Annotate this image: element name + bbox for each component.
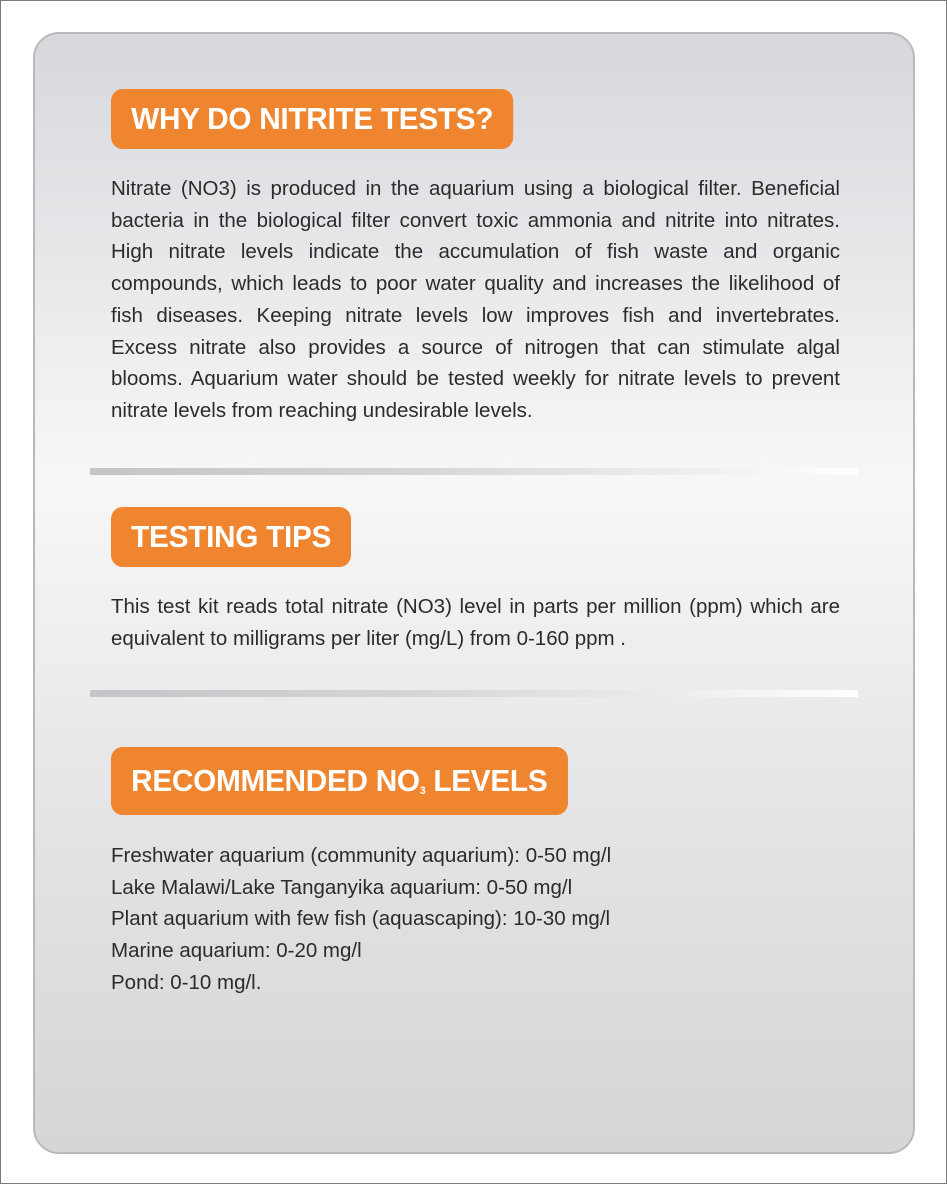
info-card xyxy=(33,32,915,1154)
tips-paragraph: This test kit reads total nitrate (NO3) level in parts per million (ppm) which are equivalent to milligrams per liter (mg/L) from 0-160 ppm . xyxy=(111,595,840,650)
tips-heading: TESTING TIPS xyxy=(111,507,351,567)
why-paragraph: Nitrate (NO3) is produced in the aquarium using a biological filter. Beneficial bacteria in the biological filter convert toxic ammonia and nitrite into nitrates. High nitrate levels indicate the accumulation of fish waste and organic compounds, which leads to poor water quality and increases the likelihood of fish diseases. Keeping nitrate levels low improves fish and invertebrates. Excess nitrate also provides a source of nitrogen that can stimulate algal blooms. Aquarium water should be tested weekly for nitrate levels to prevent nitrate levels from reaching undesirable levels. xyxy=(111,177,840,422)
section-divider xyxy=(90,468,858,475)
list-item: Plant aquarium with few fish (aquascaping): 10-30 mg/l xyxy=(111,907,611,931)
list-item: Lake Malawi/Lake Tanganyika aquarium: 0-50 mg/l xyxy=(111,875,573,899)
levels-heading-end: LEVELS xyxy=(425,763,548,798)
list-item: Marine aquarium: 0-20 mg/l xyxy=(111,939,362,963)
section-divider xyxy=(90,690,858,697)
list-item: Freshwater aquarium (community aquarium): 0-50 mg/l xyxy=(111,844,612,867)
levels-heading xyxy=(111,747,568,815)
list-item: Pond: 0-10 mg/l. xyxy=(111,970,262,994)
why-heading: WHY DO NITRITE TESTS? xyxy=(111,89,513,149)
levels-heading-subscript: 3 xyxy=(419,785,426,797)
levels-heading-main: RECOMMENDED NO xyxy=(131,763,420,798)
levels-list xyxy=(111,840,611,999)
